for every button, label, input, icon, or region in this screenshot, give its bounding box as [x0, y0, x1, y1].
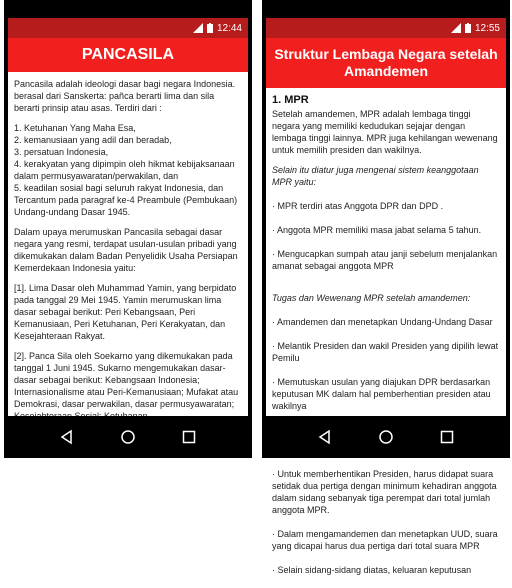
home-circle-icon	[121, 430, 135, 444]
recents-square-icon	[440, 430, 454, 444]
app-bar	[266, 38, 506, 88]
paragraph: 1. Ketuhanan Yang Maha Esa, 2. kemanusiaan yang adil dan beradab, 3. persatuan Indonesia, 4. kerakyatan yang dipimpin oleh hikmat kebijaksanaan dalam permusyawaratan/perwakilan, dan 5. keadilan sosial bagi seluruh rakyat Indonesia, dan Tercantum pada paragraf ke-4 Preambule (Pembukaan) Undang-undang Dasar 1945.	[14, 123, 238, 217]
subheading: Selain itu diatur juga mengenai sistem keanggotaan MPR yaitu:	[272, 165, 479, 187]
article-content[interactable]	[266, 88, 506, 575]
home-button[interactable]	[374, 425, 398, 449]
left-phone-screen	[4, 0, 252, 458]
back-button[interactable]	[55, 425, 79, 449]
back-triangle-icon	[60, 430, 74, 444]
list-item: · Mengucapkan sumpah atau janji sebelum menjalankan amanat sebagai anggota MPR	[272, 249, 498, 271]
subheading: Tugas dan Wewenang MPR setelah amandemen:	[272, 293, 471, 303]
recents-button[interactable]	[435, 425, 459, 449]
list-item: · MPR terdiri atas Anggota DPR dan DPD .	[272, 201, 444, 211]
battery-icon	[465, 23, 471, 33]
app-bar	[8, 38, 248, 72]
signal-icon	[193, 23, 203, 33]
status-bar	[266, 18, 506, 38]
bullet-list	[272, 304, 500, 424]
back-button[interactable]	[313, 425, 337, 449]
recents-button[interactable]	[177, 425, 201, 449]
right-phone-screen	[262, 0, 510, 575]
status-time: 12:55	[474, 22, 500, 34]
recents-square-icon	[182, 430, 196, 444]
home-circle-icon	[379, 430, 393, 444]
list-item: · Anggota MPR memiliki masa jabat selama 5 tahun.	[272, 225, 482, 235]
list-item: · Untuk memberhentikan Presiden, harus didapat suara setidak dua pertiga dengan minimum kehadiran anggota dalam sidang sebanyak tiga perempat dari total jumlah anggota MPR.	[272, 469, 497, 515]
page-title: PANCASILA	[81, 46, 175, 63]
back-triangle-icon	[318, 430, 332, 444]
status-time: 12:44	[216, 22, 242, 34]
list-item: · Selain sidang-sidang diatas, keluaran keputusan	[272, 565, 472, 575]
paragraph: [1]. Lima Dasar oleh Muhammad Yamin, yang berpidato pada tanggal 29 Mei 1945. Yamin merumuskan lima dasar sebagai berikut: Peri Kebangsaan, Peri Kemanusiaan, Peri Ketuhanan, Peri Kerakyatan, dan Kesejahteraan Rakyat.	[14, 283, 237, 341]
list-item: · Dalam mengamandemen dan menetapkan UUD, suara yang dicapai harus dua pertiga dari total suara MPR	[272, 529, 498, 551]
home-button[interactable]	[116, 425, 140, 449]
page-title: Struktur Lembaga Negara setelah Amandemen	[274, 46, 498, 79]
article-content[interactable]	[8, 72, 248, 416]
paragraph: Dalam upaya merumuskan Pancasila sebagai dasar negara yang resmi, terdapat usulan-usulan pribadi yang dikemukakan dalam Badan Penyelidik Usaha Persiapan Kemerdekaan Indonesia yaitu:	[14, 227, 238, 273]
status-bar	[8, 18, 248, 38]
list-item: · Melantik Presiden dan wakil Presiden yang dipilih lewat Pemilu	[272, 341, 499, 363]
navigation-bar	[4, 416, 252, 458]
section-title: 1. MPR	[272, 94, 309, 106]
paragraph: [2]. Panca Sila oleh Soekarno yang dikemukakan pada tanggal 1 Juni 1945. Sukarno mengemukakan dasar-dasar sebagai berikut: Kebangsaan Indonesia; Internasionalisme atau Peri-Kemanusiaan; Mufakat atau Demokrasi, dasar perwakilan, dasar permusyawaratan;	[14, 351, 239, 409]
list-item: · Memutuskan usulan yang diajukan DPR berdasarkan keputusan MK dalam hal pemberhentian presiden atau wakilnya	[272, 377, 491, 411]
battery-icon	[207, 23, 213, 33]
bullet-list	[272, 188, 500, 284]
list-item: · Amandemen dan menetapkan Undang-Undang Dasar	[272, 317, 493, 327]
bullet-list	[272, 456, 500, 588]
signal-icon	[451, 23, 461, 33]
paragraph: Pancasila adalah ideologi dasar bagi negara Indonesia. berasal dari Sanskerta: pañca berarti lima dan sila berarti prinsip atau asas. Terdiri dari :	[14, 79, 236, 113]
paragraph: Setelah amandemen, MPR adalah lembaga tinggi negara yang memiliki kedudukan sejajar dengan lembaga tinggi lainnya. MPR juga kehilangan wewenang untuk memilih presiden dan wakilnya.	[272, 109, 498, 155]
navigation-bar	[262, 416, 510, 458]
